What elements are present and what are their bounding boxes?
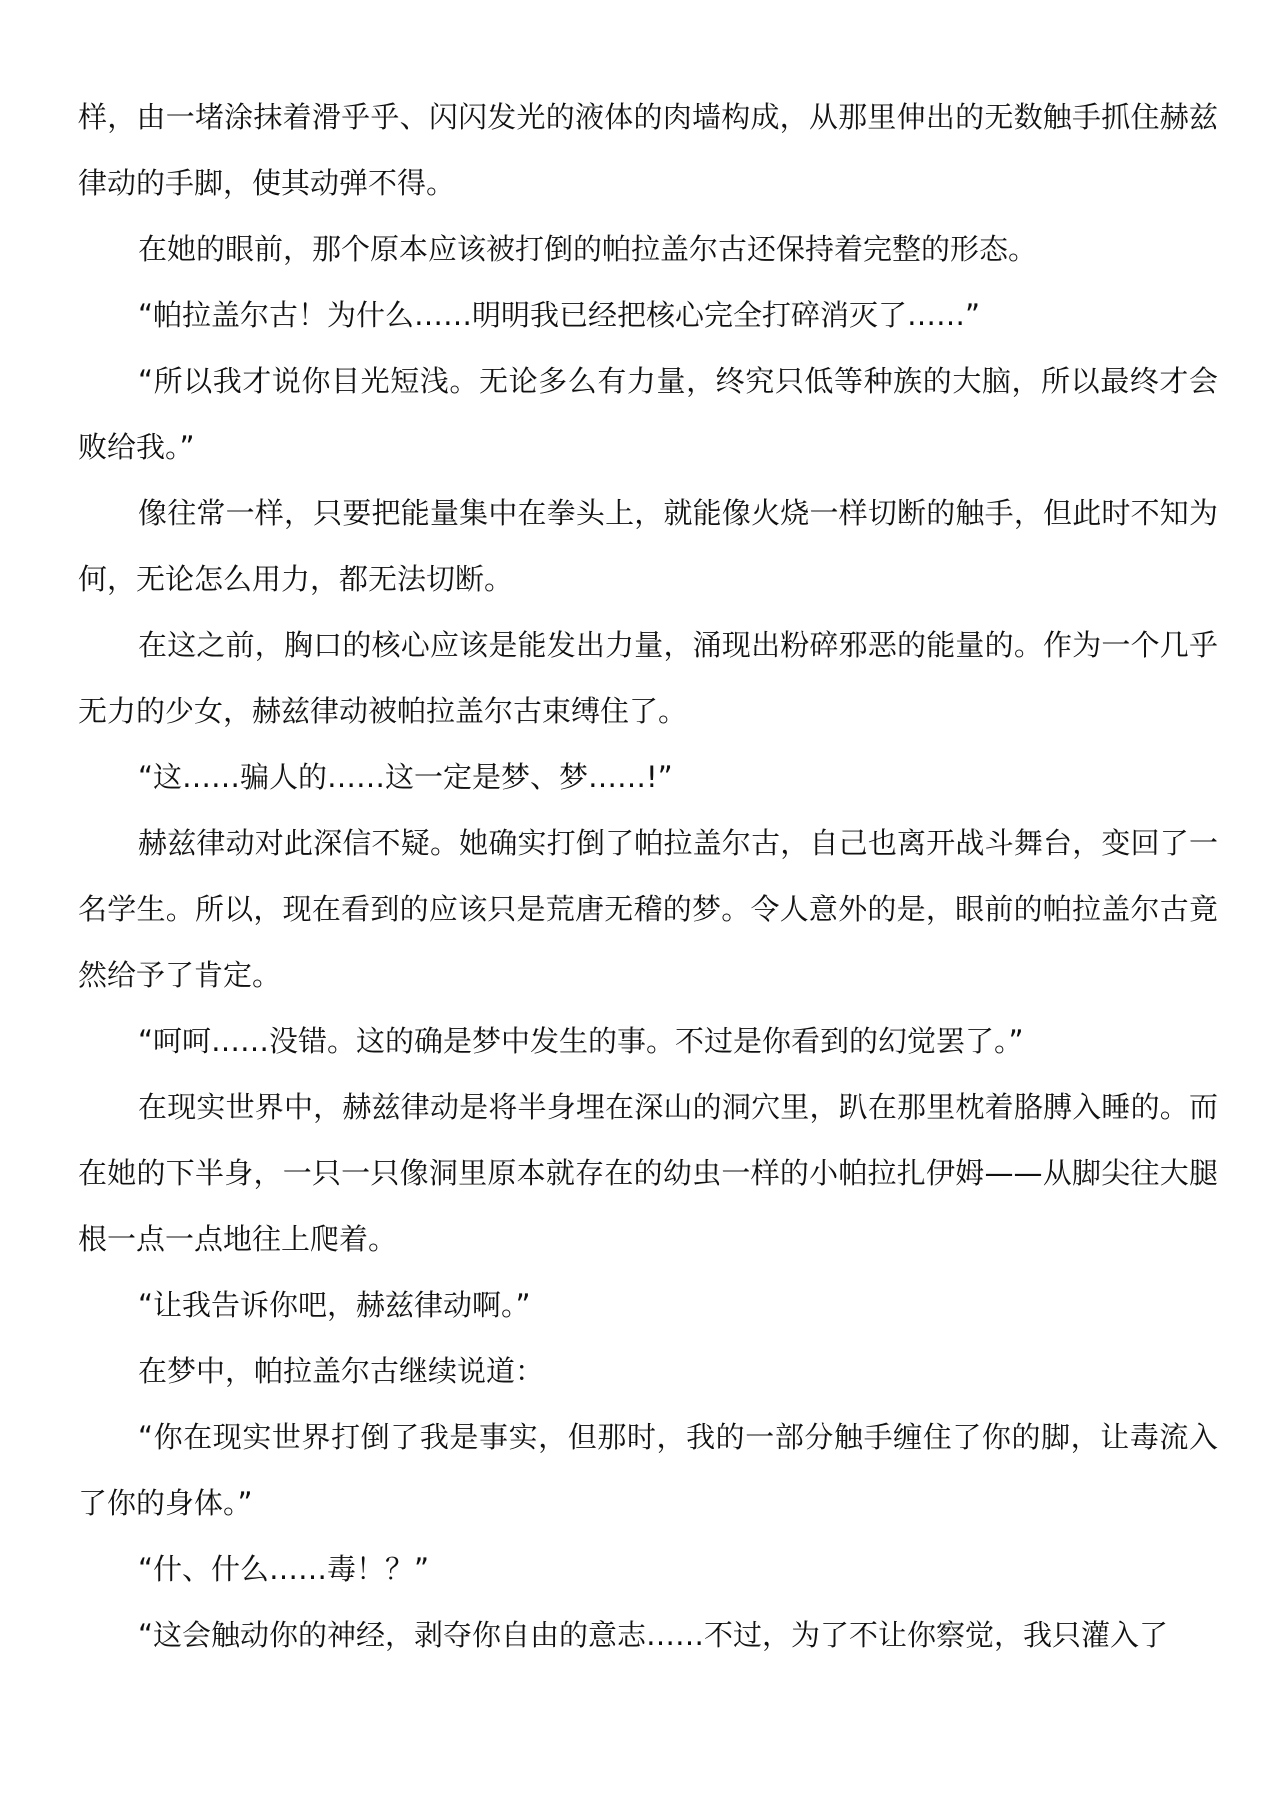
paragraph-2: 在她的眼前，那个原本应该被打倒的帕拉盖尔古还保持着完整的形态。 (138, 232, 1038, 266)
paragraph-13: “你在现实世界打倒了我是事实，但那时，我的一部分触手缠住了你的脚，让毒流入了你的身体。” (78, 1420, 1218, 1520)
paragraph-1: 样，由一堵涂抹着滑乎乎、闪闪发光的液体的肉墙构成，从那里伸出的无数触手抓住赫兹律动的手脚，使其动弹不得。 (78, 100, 1218, 200)
document-page (78, 84, 1218, 1668)
paragraph-8: 赫兹律动对此深信不疑。她确实打倒了帕拉盖尔古，自己也离开战斗舞台，变回了一名学生。所以，现在看到的应该只是荒唐无稽的梦。令人意外的是，眼前的帕拉盖尔古竟然给予了肯定。 (78, 826, 1218, 992)
paragraph-12: 在梦中，帕拉盖尔古继续说道： (138, 1354, 545, 1388)
paragraph-9: “呵呵……没错。这的确是梦中发生的事。不过是你看到的幻觉罢了。” (138, 1024, 1024, 1058)
paragraph-5: 像往常一样，只要把能量集中在拳头上，就能像火烧一样切断的触手，但此时不知为何，无论怎么用力，都无法切断。 (78, 496, 1218, 596)
paragraph-10: 在现实世界中，赫兹律动是将半身埋在深山的洞穴里，趴在那里枕着胳膊入睡的。而在她的下半身，一只一只像洞里原本就存在的幼虫一样的小帕拉扎伊姆——从脚尖往大腿根一点一点地往上爬着。 (78, 1090, 1218, 1256)
paragraph-14: “什、什么……毒！？” (138, 1552, 430, 1586)
paragraph-3: “帕拉盖尔古！为什么……明明我已经把核心完全打碎消灭了……” (138, 298, 981, 332)
paragraph-6: 在这之前，胸口的核心应该是能发出力量，涌现出粉碎邪恶的能量的。作为一个几乎无力的少女，赫兹律动被帕拉盖尔古束缚住了。 (78, 628, 1218, 728)
paragraph-15: “这会触动你的神经，剥夺你自由的意志……不过，为了不让你察觉，我只灌入了 (138, 1618, 1169, 1652)
paragraph-11: “让我告诉你吧，赫兹律动啊。” (138, 1288, 531, 1322)
paragraph-4: “所以我才说你目光短浅。无论多么有力量，终究只低等种族的大脑，所以最终才会败给我。” (78, 364, 1218, 464)
paragraph-7: “这……骗人的……这一定是梦、梦……!” (138, 760, 673, 794)
